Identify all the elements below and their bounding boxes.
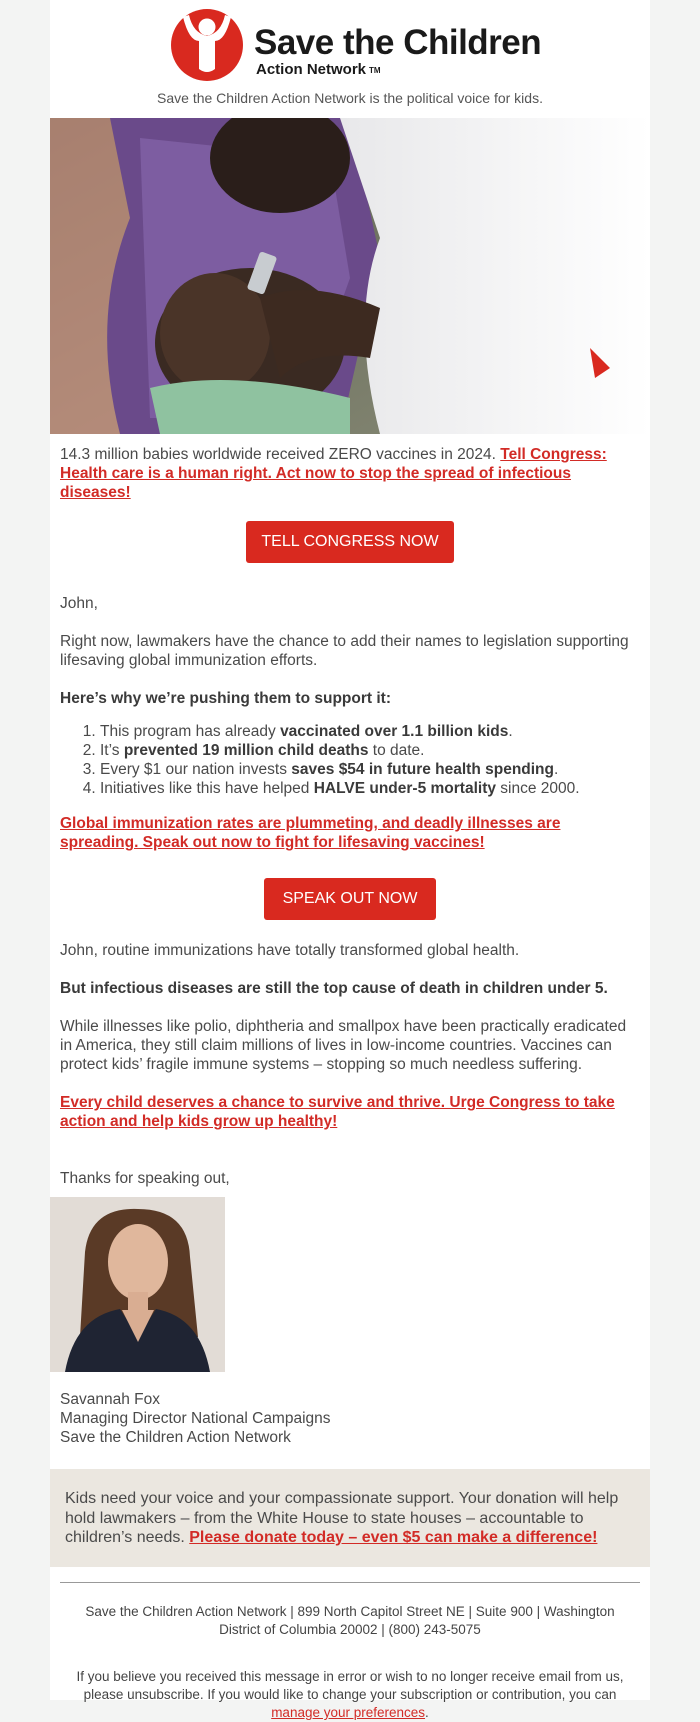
paragraph-illnesses: While illnesses like polio, diphtheria and smallpox have been practically eradicated in America, they still claim millions of lives in low-income countries. Vaccines can protect kids’ fragile immune systems – stopping so much needless suffering. [60,1018,627,1073]
unsubscribe-end: . [425,1705,429,1720]
tell-congress-button[interactable]: TELL CONGRESS NOW [246,521,454,563]
brand-name: Save the Children [254,23,542,62]
speak-out-button[interactable]: SPEAK OUT NOW [264,878,436,920]
why-heading: Here’s why we’re pushing them to support it: [60,690,391,707]
speak-out-link[interactable]: Global immunization rates are plummeting, and deadly illnesses are spreading. Speak out now to fight for lifesaving vaccines! [60,815,561,851]
signature-photo [50,1197,225,1372]
donate-box [50,1469,650,1567]
signature-name: Savannah Fox [60,1391,160,1408]
reasons-list [60,722,640,798]
unsubscribe-text: If you believe you received this message in error or wish to no longer receive email from us, please unsubscribe. If you would like to change your subscription or contribution, you can [76,1669,624,1702]
trademark: TM [369,65,381,75]
immunization-link-paragraph [60,814,640,852]
signature-block [50,1390,650,1447]
footer [50,1603,650,1722]
paragraph-transformed: John, routine immunizations have totally transformed global health. [60,942,520,959]
list-item: 1. This program has already vaccinated over 1.1 billion kids. [100,722,640,741]
paragraph-legislation: Right now, lawmakers have the chance to add their names to legislation supporting lifesaving global immunization efforts. [60,633,629,669]
signoff: Thanks for speaking out, [60,1170,230,1187]
signature-org: Save the Children Action Network [60,1429,291,1446]
logo[interactable] [169,5,581,83]
footer-divider [60,1582,640,1583]
urge-congress-paragraph [60,1093,640,1131]
brand-subtitle [256,61,381,78]
signature-title: Managing Director National Campaigns [60,1410,331,1427]
hero-image[interactable] [50,118,650,434]
donate-paragraph [65,1489,635,1548]
donate-link[interactable]: Please donate today – even $5 can make a difference! [189,1529,598,1546]
list-item: 4. Initiatives like this have helped HALVE under-5 mortality since 2000. [100,779,640,798]
manage-preferences-link[interactable]: manage your preferences [271,1705,426,1720]
header [50,0,650,118]
list-item: 2. It’s prevented 19 million child deaths to date. [100,741,640,760]
greeting: John, [60,595,98,612]
intro-link[interactable]: Tell Congress: Health care is a human right. Act now to stop the spread of infectious diseases! [60,446,607,501]
main-content [50,445,650,1188]
footer-unsubscribe [65,1668,635,1722]
intro-text: 14.3 million babies worldwide received ZERO vaccines in 2024. [60,446,501,463]
email-body [50,0,650,1720]
footer-address: Save the Children Action Network | 899 North Capitol Street NE | Suite 900 | Washington District of Columbia 20002 | (800) 243-5075 [85,1604,615,1637]
urge-congress-link[interactable]: Every child deserves a chance to survive and thrive. Urge Congress to take action and help kids grow up healthy! [60,1094,615,1130]
logo-mark-icon [169,5,247,83]
brand-sub-text: Action Network [256,61,367,78]
paragraph-top-cause: But infectious diseases are still the top cause of death in children under 5. [60,980,608,997]
tagline: Save the Children Action Network is the political voice for kids. [157,90,543,106]
list-item: 3. Every $1 our nation invests saves $54 in future health spending. [100,760,640,779]
donate-text: Kids need your voice and your compassionate support. Your donation will help hold lawmakers – from the White House to state houses – accountable to children’s needs. [65,1490,619,1546]
intro-paragraph [60,445,640,502]
